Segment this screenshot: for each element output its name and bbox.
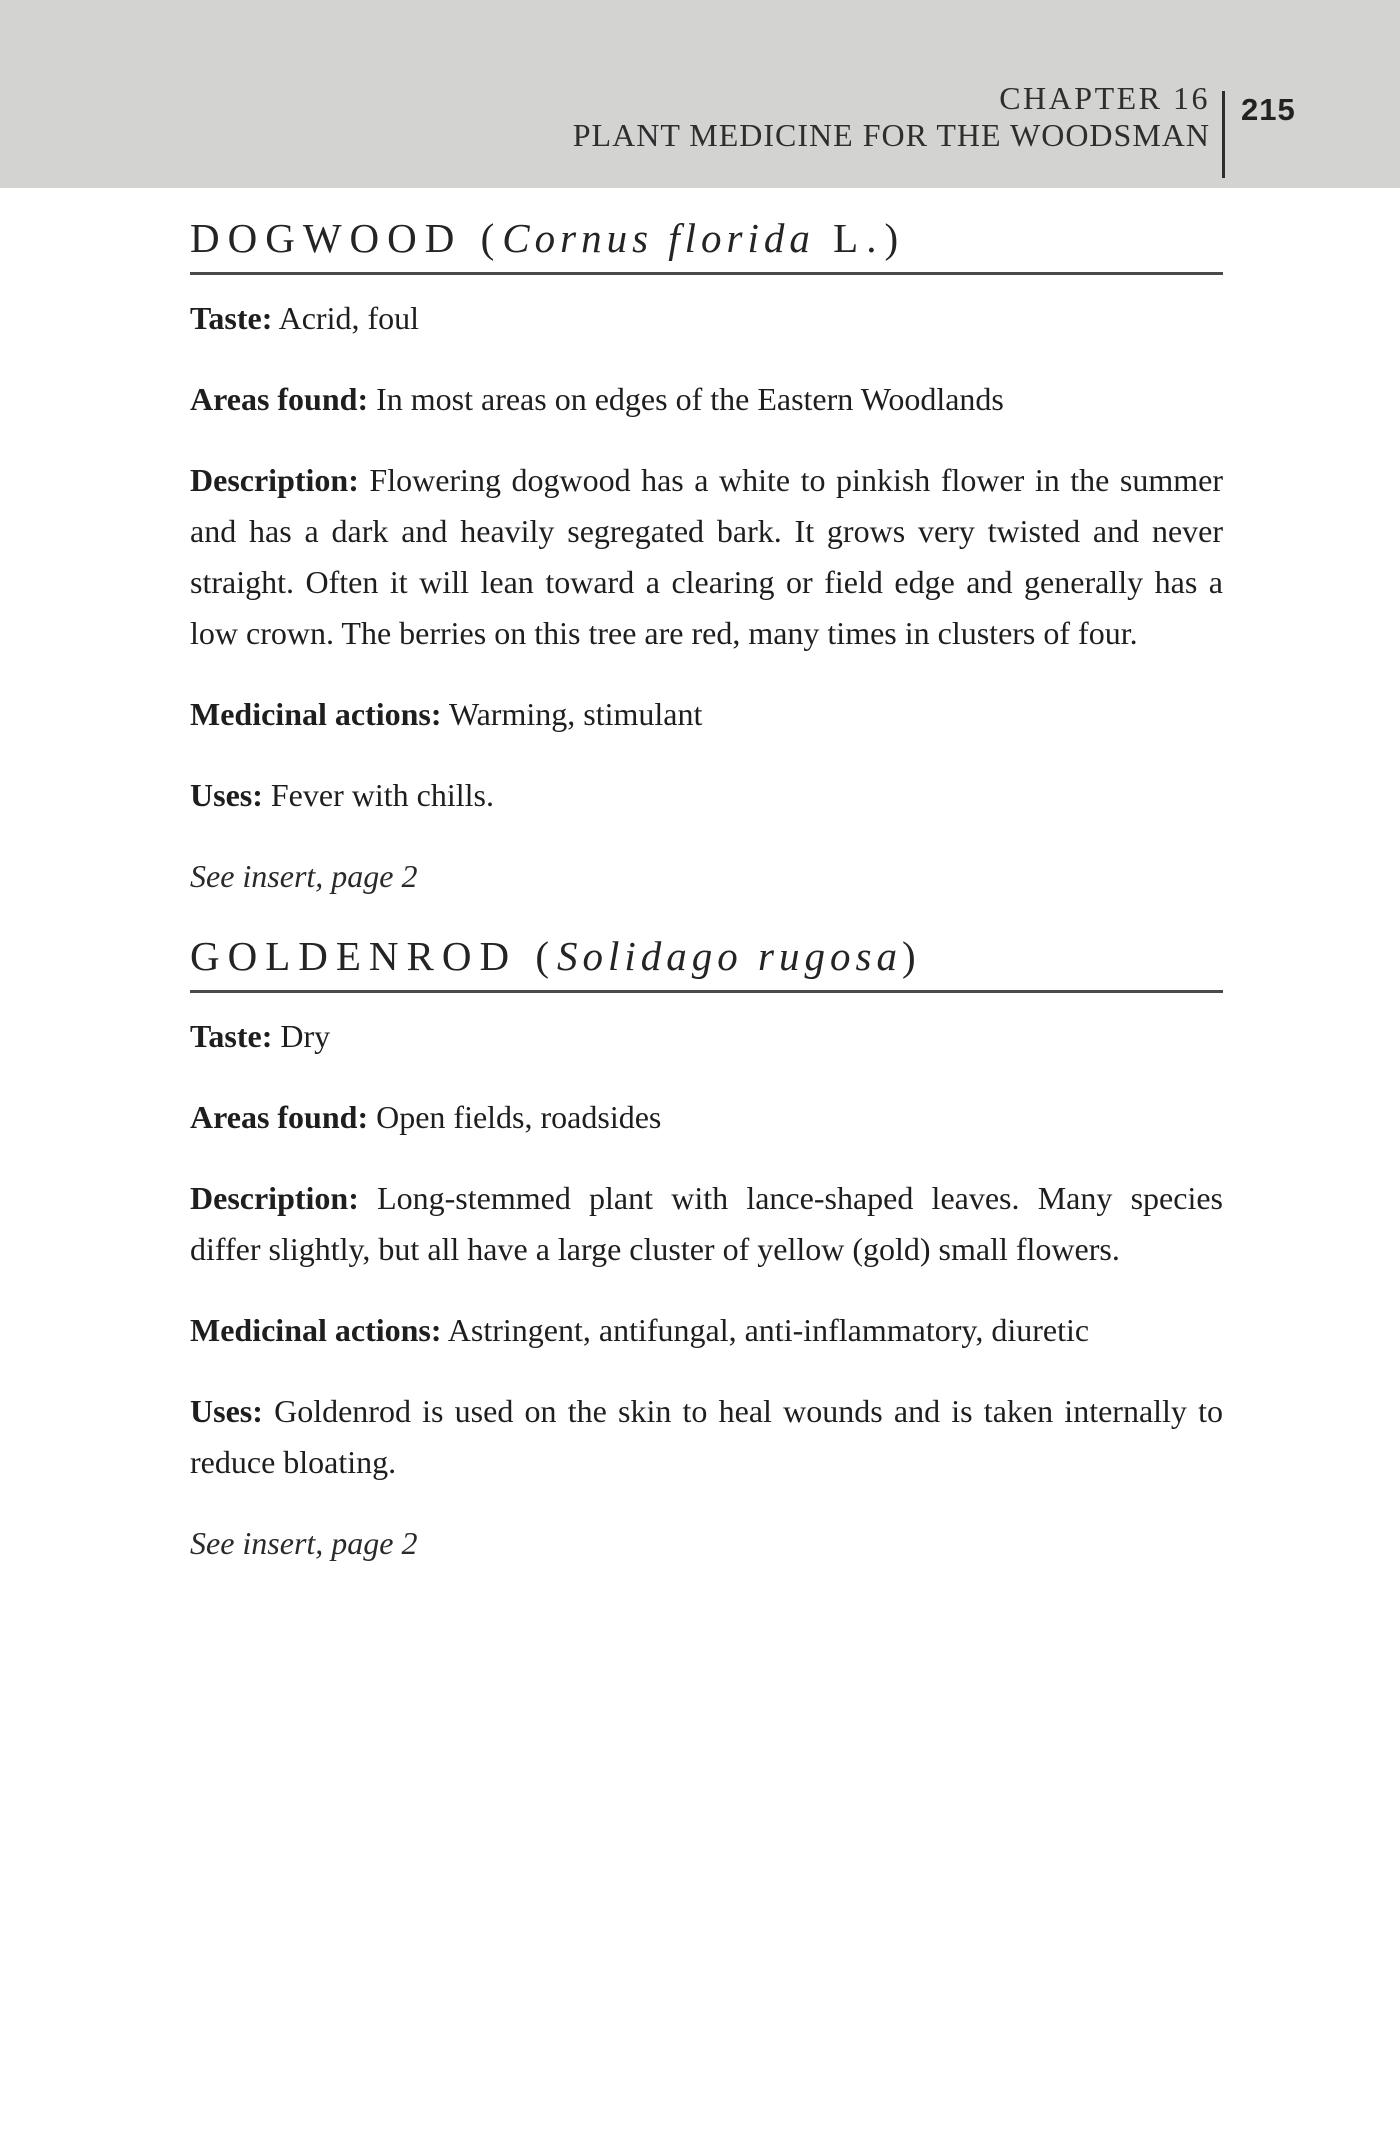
entry-heading: [190, 932, 1223, 980]
field-description: [190, 1173, 1223, 1275]
field-label: Description:: [190, 1180, 359, 1216]
field-label: Medicinal actions:: [190, 1312, 442, 1348]
field-value: Dry: [280, 1018, 331, 1054]
field-value: Fever with chills.: [270, 777, 494, 813]
heading-open-paren: (: [517, 933, 557, 979]
running-head: [573, 80, 1210, 154]
heading-open-paren: (: [462, 215, 503, 261]
field-label: Medicinal actions:: [190, 696, 442, 732]
chapter-label: CHAPTER 16: [999, 80, 1210, 116]
latin-name: Cornus florida: [502, 215, 815, 261]
field-value: Flowering dogwood has a white to pinkish flower in the summer and has a dark and heavily segregated bark. It grows very twisted and never straight. Often it will lean toward a clearing or field edge and generally has a low crown. The berries on this tree are red, many times in clusters of four.: [190, 462, 1224, 651]
heading-rule: [190, 272, 1223, 275]
field-label: Taste:: [190, 300, 273, 336]
field-value: Astringent, antifungal, anti-inflammatory, diuretic: [447, 1312, 1090, 1348]
entry-fields: [190, 1011, 1223, 1569]
field-value: Warming, stimulant: [448, 696, 703, 732]
field-label: Description:: [190, 462, 359, 498]
field-description: [190, 455, 1223, 659]
insert-note: See insert, page 2: [190, 1525, 418, 1561]
header-divider: [1222, 91, 1225, 178]
field-label: Uses:: [190, 1393, 263, 1429]
plant-name: DOGWOOD: [190, 215, 463, 261]
field-medicinal-actions: [190, 689, 1223, 740]
page-content: [190, 214, 1223, 1599]
field-value: In most areas on edges of the Eastern Woodlands: [376, 381, 1004, 417]
entry-dogwood: [190, 214, 1223, 902]
field-value: Acrid, foul: [278, 300, 420, 336]
field-label: Uses:: [190, 777, 263, 813]
field-label: Areas found:: [190, 381, 369, 417]
entry-heading: [190, 214, 1223, 262]
book-title: PLANT MEDICINE FOR THE WOODSMAN: [572, 117, 1210, 153]
field-value: Open fields, roadsides: [376, 1099, 662, 1135]
latin-name: Solidago rugosa: [557, 933, 902, 979]
field-taste: [190, 1011, 1223, 1062]
field-value: Goldenrod is used on the skin to heal wounds and is taken internally to reduce bloating.: [190, 1393, 1224, 1480]
heading-suffix: L.): [814, 215, 907, 261]
plant-name: GOLDENROD: [190, 933, 518, 979]
field-label: Taste:: [190, 1018, 273, 1054]
page-number: 215: [1241, 92, 1296, 127]
chapter-header-band: [0, 0, 1400, 188]
field-label: Areas found:: [190, 1099, 369, 1135]
insert-note: See insert, page 2: [190, 858, 418, 894]
heading-rule: [190, 990, 1223, 993]
field-medicinal-actions: [190, 1305, 1223, 1356]
entry-goldenrod: [190, 932, 1223, 1569]
field-uses: [190, 770, 1223, 821]
field-areas-found: [190, 374, 1223, 425]
field-value: Long-stemmed plant with lance-shaped leaves. Many species differ slightly, but all have a large cluster of yellow (gold) small flowers.: [190, 1180, 1224, 1267]
field-uses: [190, 1386, 1223, 1488]
field-areas-found: [190, 1092, 1223, 1143]
heading-suffix: ): [901, 933, 924, 979]
entry-fields: [190, 293, 1223, 902]
field-taste: [190, 293, 1223, 344]
